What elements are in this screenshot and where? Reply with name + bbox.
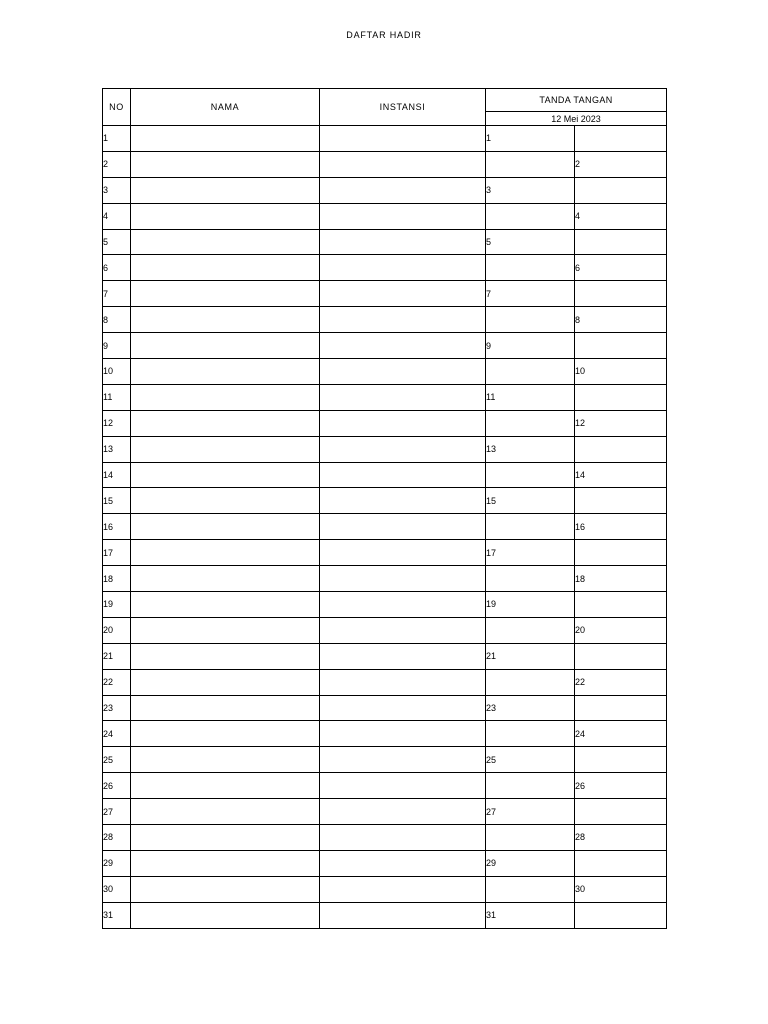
nama-cell: [131, 592, 320, 618]
signature-left-cell: [486, 359, 575, 385]
nama-cell: [131, 747, 320, 773]
signature-left-cell: 15: [486, 488, 575, 514]
nama-cell: [131, 488, 320, 514]
instansi-cell: [320, 721, 486, 747]
signature-right-cell: 14: [575, 462, 667, 488]
table-row: [103, 850, 667, 876]
table-row: [103, 151, 667, 177]
instansi-cell: [320, 307, 486, 333]
instansi-cell: [320, 436, 486, 462]
signature-left-cell: [486, 151, 575, 177]
nama-cell: [131, 825, 320, 851]
signature-left-cell: [486, 566, 575, 592]
table-row: [103, 462, 667, 488]
signature-right-cell: [575, 902, 667, 928]
table-row: [103, 876, 667, 902]
signature-left-cell: [486, 410, 575, 436]
row-number-cell: 16: [103, 514, 131, 540]
instansi-cell: [320, 359, 486, 385]
nama-cell: [131, 876, 320, 902]
row-number-cell: 9: [103, 333, 131, 359]
signature-left-cell: 11: [486, 384, 575, 410]
signature-left-cell: [486, 514, 575, 540]
signature-right-cell: [575, 281, 667, 307]
nama-cell: [131, 384, 320, 410]
nama-cell: [131, 436, 320, 462]
instansi-cell: [320, 126, 486, 152]
instansi-cell: [320, 747, 486, 773]
signature-left-cell: [486, 307, 575, 333]
nama-cell: [131, 281, 320, 307]
table-row: [103, 799, 667, 825]
table-row: [103, 592, 667, 618]
nama-cell: [131, 203, 320, 229]
attendance-table: [102, 88, 667, 929]
nama-cell: [131, 540, 320, 566]
nama-cell: [131, 462, 320, 488]
table-row: [103, 773, 667, 799]
instansi-cell: [320, 643, 486, 669]
table-row: [103, 229, 667, 255]
table-row: [103, 617, 667, 643]
table-row: [103, 177, 667, 203]
row-number-cell: 18: [103, 566, 131, 592]
table-row: [103, 747, 667, 773]
row-number-cell: 6: [103, 255, 131, 281]
table-row: [103, 333, 667, 359]
row-number-cell: 15: [103, 488, 131, 514]
signature-right-cell: [575, 850, 667, 876]
nama-cell: [131, 151, 320, 177]
nama-cell: [131, 902, 320, 928]
instansi-cell: [320, 177, 486, 203]
signature-right-cell: 8: [575, 307, 667, 333]
signature-right-cell: 18: [575, 566, 667, 592]
instansi-cell: [320, 384, 486, 410]
instansi-cell: [320, 592, 486, 618]
nama-cell: [131, 307, 320, 333]
instansi-cell: [320, 488, 486, 514]
signature-right-cell: 28: [575, 825, 667, 851]
table-row: [103, 825, 667, 851]
table-row: [103, 540, 667, 566]
nama-cell: [131, 255, 320, 281]
instansi-cell: [320, 333, 486, 359]
row-number-cell: 31: [103, 902, 131, 928]
nama-cell: [131, 177, 320, 203]
row-number-cell: 2: [103, 151, 131, 177]
row-number-cell: 4: [103, 203, 131, 229]
signature-right-cell: [575, 384, 667, 410]
header-nama: NAMA: [131, 89, 320, 126]
signature-right-cell: [575, 695, 667, 721]
header-instansi: INSTANSI: [320, 89, 486, 126]
signature-right-cell: [575, 177, 667, 203]
nama-cell: [131, 333, 320, 359]
nama-cell: [131, 359, 320, 385]
signature-right-cell: [575, 488, 667, 514]
signature-left-cell: [486, 876, 575, 902]
nama-cell: [131, 669, 320, 695]
instansi-cell: [320, 255, 486, 281]
table-row: [103, 695, 667, 721]
table-row: [103, 488, 667, 514]
nama-cell: [131, 514, 320, 540]
signature-left-cell: 31: [486, 902, 575, 928]
instansi-cell: [320, 566, 486, 592]
nama-cell: [131, 617, 320, 643]
signature-right-cell: [575, 126, 667, 152]
instansi-cell: [320, 825, 486, 851]
row-number-cell: 27: [103, 799, 131, 825]
nama-cell: [131, 126, 320, 152]
signature-right-cell: 26: [575, 773, 667, 799]
signature-left-cell: [486, 617, 575, 643]
nama-cell: [131, 773, 320, 799]
row-number-cell: 3: [103, 177, 131, 203]
table-header: [103, 89, 667, 126]
table-row: [103, 410, 667, 436]
nama-cell: [131, 229, 320, 255]
instansi-cell: [320, 695, 486, 721]
instansi-cell: [320, 514, 486, 540]
signature-right-cell: 16: [575, 514, 667, 540]
signature-right-cell: [575, 592, 667, 618]
table-row: [103, 566, 667, 592]
signature-right-cell: 6: [575, 255, 667, 281]
signature-right-cell: [575, 229, 667, 255]
instansi-cell: [320, 876, 486, 902]
nama-cell: [131, 721, 320, 747]
row-number-cell: 25: [103, 747, 131, 773]
signature-left-cell: 23: [486, 695, 575, 721]
nama-cell: [131, 566, 320, 592]
signature-left-cell: 9: [486, 333, 575, 359]
row-number-cell: 20: [103, 617, 131, 643]
signature-left-cell: 19: [486, 592, 575, 618]
table-row: [103, 902, 667, 928]
row-number-cell: 26: [103, 773, 131, 799]
row-number-cell: 8: [103, 307, 131, 333]
header-no: NO: [103, 89, 131, 126]
signature-left-cell: 1: [486, 126, 575, 152]
instansi-cell: [320, 617, 486, 643]
instansi-cell: [320, 462, 486, 488]
signature-right-cell: 20: [575, 617, 667, 643]
signature-left-cell: [486, 825, 575, 851]
signature-right-cell: [575, 540, 667, 566]
row-number-cell: 23: [103, 695, 131, 721]
row-number-cell: 5: [103, 229, 131, 255]
nama-cell: [131, 695, 320, 721]
instansi-cell: [320, 281, 486, 307]
table-row: [103, 255, 667, 281]
row-number-cell: 12: [103, 410, 131, 436]
row-number-cell: 21: [103, 643, 131, 669]
signature-right-cell: [575, 643, 667, 669]
table-row: [103, 669, 667, 695]
row-number-cell: 10: [103, 359, 131, 385]
row-number-cell: 19: [103, 592, 131, 618]
table-row: [103, 384, 667, 410]
instansi-cell: [320, 410, 486, 436]
row-number-cell: 13: [103, 436, 131, 462]
instansi-cell: [320, 902, 486, 928]
row-number-cell: 17: [103, 540, 131, 566]
row-number-cell: 24: [103, 721, 131, 747]
signature-left-cell: [486, 462, 575, 488]
row-number-cell: 7: [103, 281, 131, 307]
signature-left-cell: 7: [486, 281, 575, 307]
signature-right-cell: 30: [575, 876, 667, 902]
signature-left-cell: [486, 773, 575, 799]
signature-left-cell: [486, 669, 575, 695]
row-number-cell: 1: [103, 126, 131, 152]
header-tanda-tangan: TANDA TANGAN: [486, 89, 667, 112]
signature-right-cell: [575, 747, 667, 773]
signature-left-cell: 27: [486, 799, 575, 825]
signature-left-cell: [486, 721, 575, 747]
row-number-cell: 14: [103, 462, 131, 488]
page-title: DAFTAR HADIR: [346, 30, 422, 40]
signature-left-cell: 3: [486, 177, 575, 203]
instansi-cell: [320, 229, 486, 255]
signature-left-cell: 29: [486, 850, 575, 876]
signature-left-cell: [486, 203, 575, 229]
table-row: [103, 721, 667, 747]
row-number-cell: 28: [103, 825, 131, 851]
nama-cell: [131, 799, 320, 825]
header-date: 12 Mei 2023: [486, 112, 667, 126]
table-row: [103, 126, 667, 152]
table-row: [103, 436, 667, 462]
signature-right-cell: [575, 799, 667, 825]
signature-right-cell: 10: [575, 359, 667, 385]
nama-cell: [131, 850, 320, 876]
table-row: [103, 307, 667, 333]
signature-right-cell: 4: [575, 203, 667, 229]
row-number-cell: 30: [103, 876, 131, 902]
table-row: [103, 514, 667, 540]
table-row: [103, 643, 667, 669]
signature-left-cell: 25: [486, 747, 575, 773]
instansi-cell: [320, 773, 486, 799]
signature-right-cell: 12: [575, 410, 667, 436]
row-number-cell: 22: [103, 669, 131, 695]
instansi-cell: [320, 850, 486, 876]
instansi-cell: [320, 203, 486, 229]
row-number-cell: 29: [103, 850, 131, 876]
instansi-cell: [320, 799, 486, 825]
nama-cell: [131, 410, 320, 436]
signature-right-cell: 24: [575, 721, 667, 747]
row-number-cell: 11: [103, 384, 131, 410]
instansi-cell: [320, 540, 486, 566]
signature-right-cell: 22: [575, 669, 667, 695]
instansi-cell: [320, 669, 486, 695]
signature-left-cell: 5: [486, 229, 575, 255]
signature-left-cell: 17: [486, 540, 575, 566]
signature-left-cell: 21: [486, 643, 575, 669]
table-body: [103, 126, 667, 929]
signature-right-cell: [575, 333, 667, 359]
nama-cell: [131, 643, 320, 669]
table-row: [103, 281, 667, 307]
table-row: [103, 203, 667, 229]
instansi-cell: [320, 151, 486, 177]
signature-left-cell: 13: [486, 436, 575, 462]
signature-right-cell: [575, 436, 667, 462]
table-row: [103, 359, 667, 385]
signature-left-cell: [486, 255, 575, 281]
signature-right-cell: 2: [575, 151, 667, 177]
